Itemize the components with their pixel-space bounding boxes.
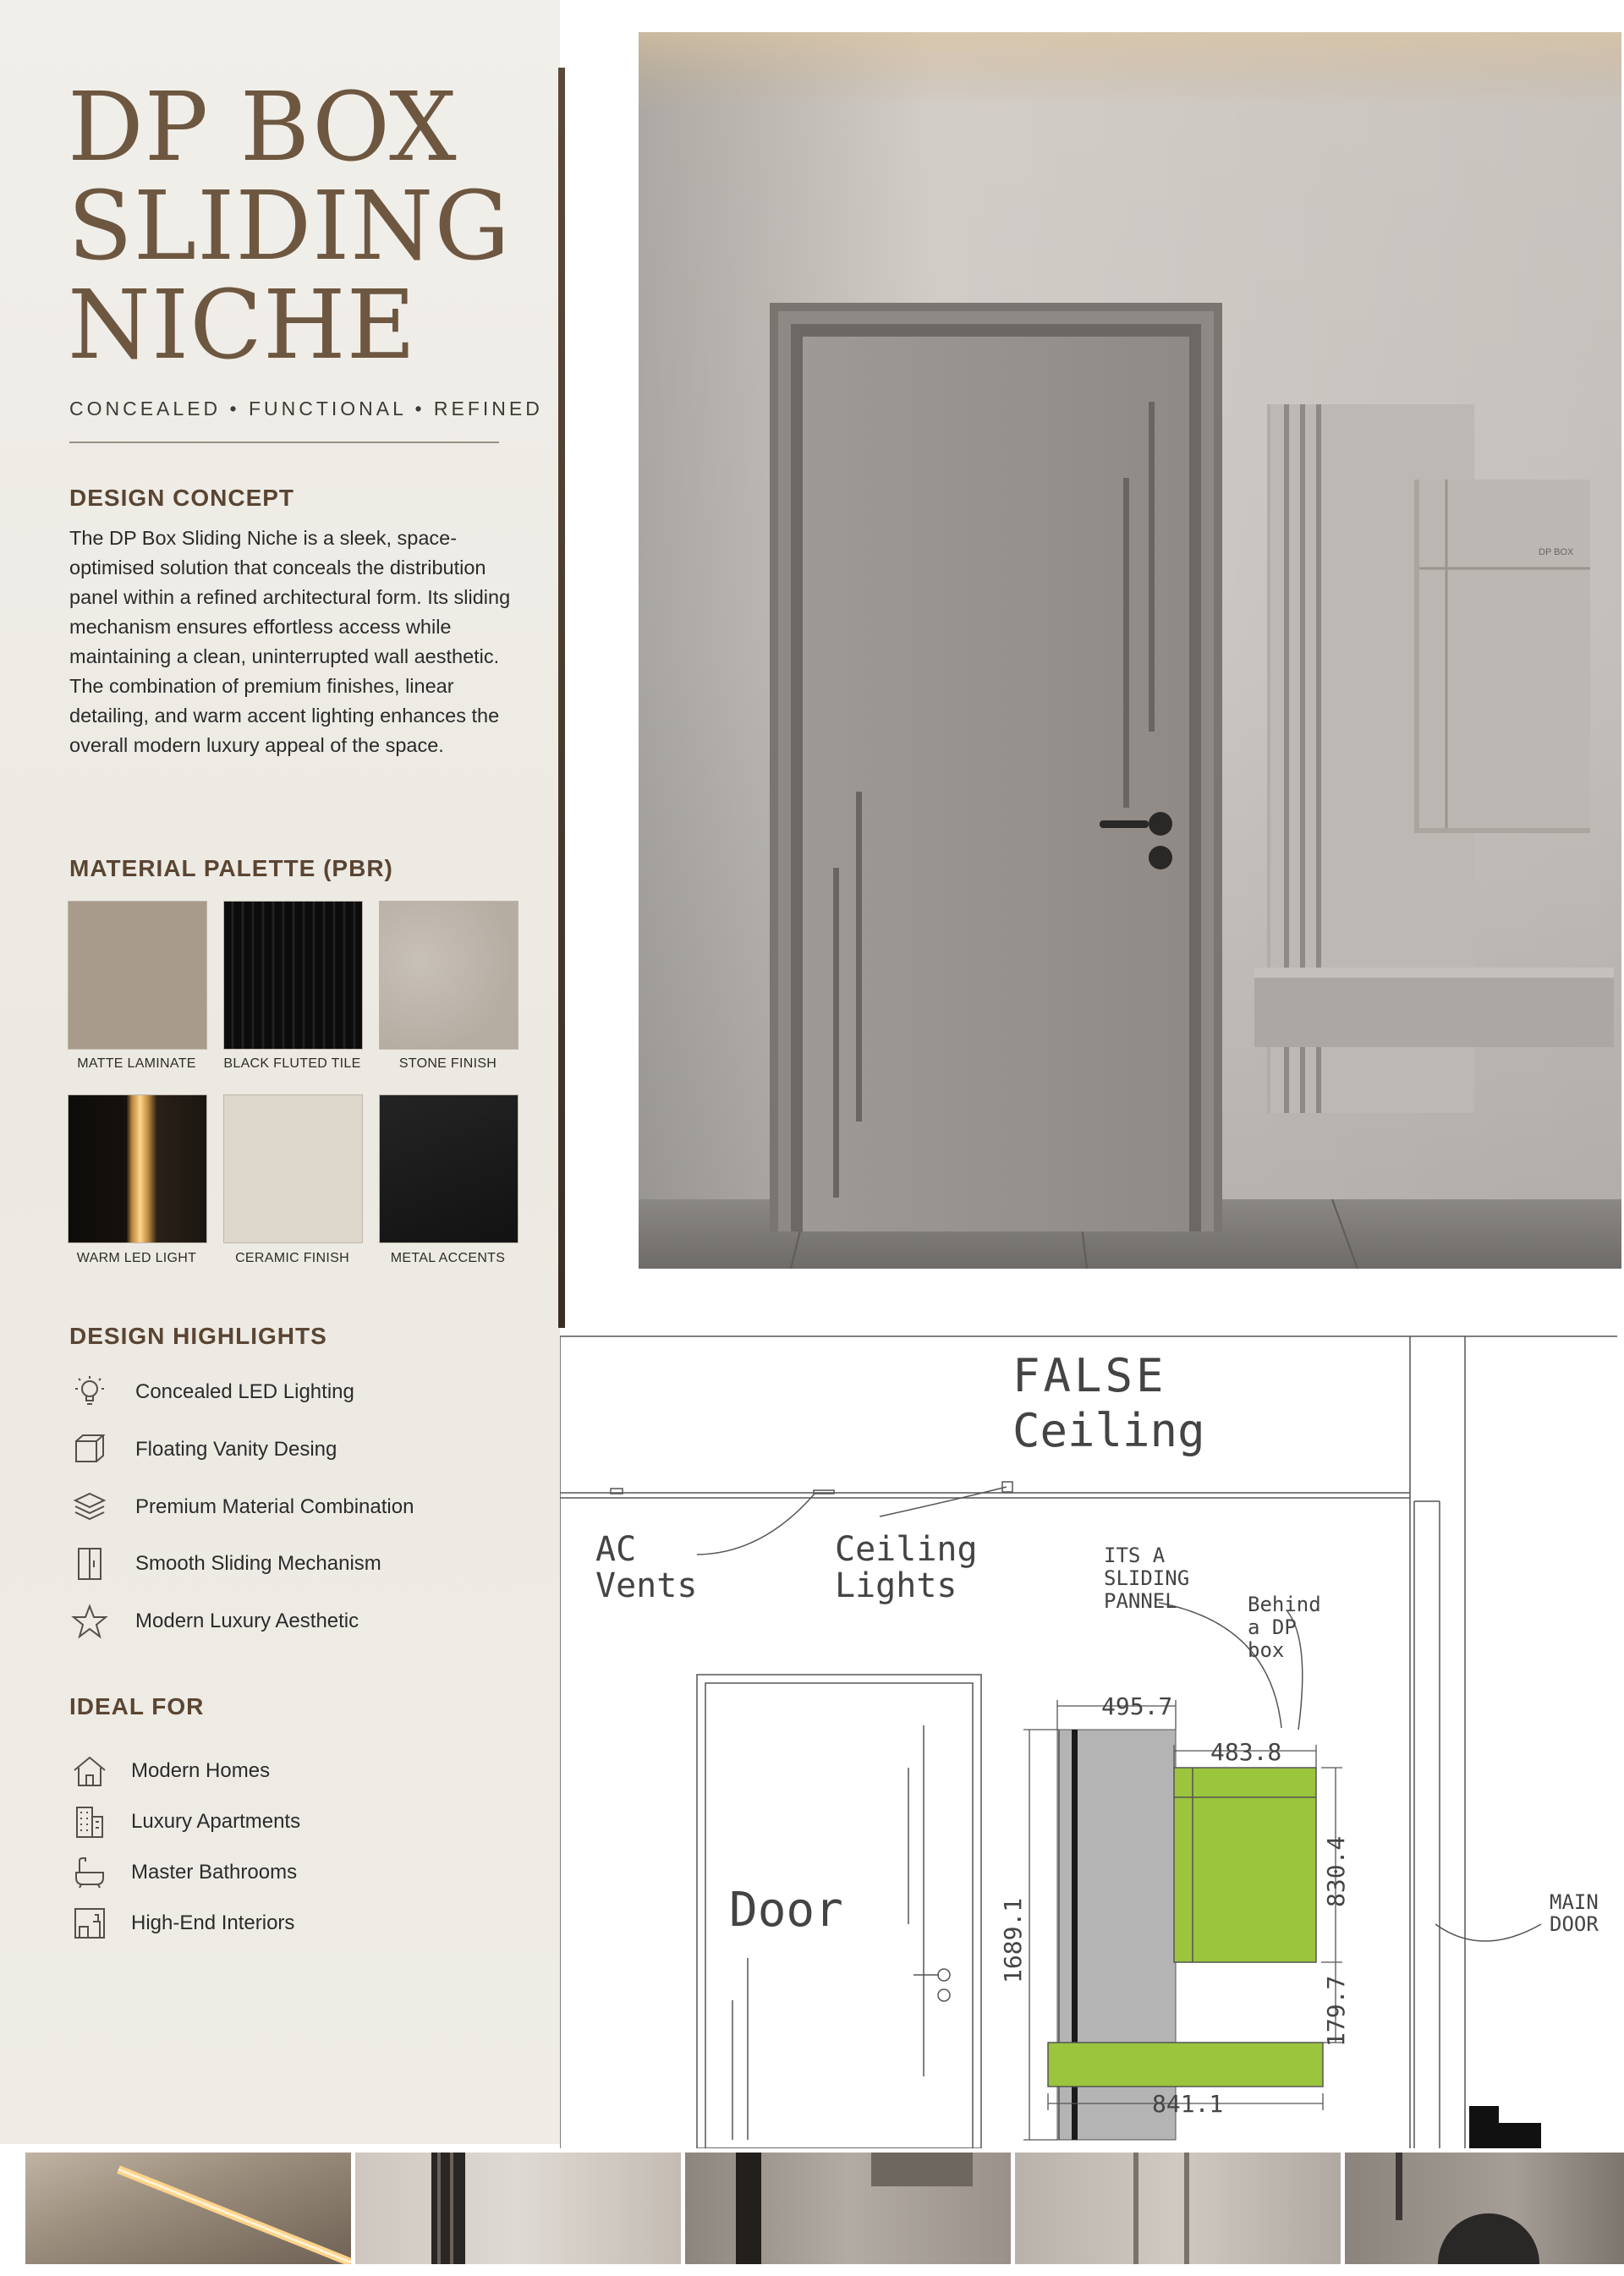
- highlight-label: Concealed LED Lighting: [135, 1380, 354, 1403]
- dimension-height: 1689.1: [999, 1897, 1027, 1983]
- title-line-2: SLIDING: [68, 172, 511, 282]
- tagline: CONCEALED • FUNCTIONAL • REFINED: [69, 398, 543, 420]
- thumbnail-led-strip: [25, 2153, 351, 2264]
- ideal-for-heading: IDEAL FOR: [69, 1693, 205, 1719]
- swatch-black-fluted-tile: [223, 901, 363, 1050]
- highlight-item: [69, 1374, 354, 1411]
- interior-icon: [69, 1905, 110, 1942]
- main-door-label: DOOR: [1550, 1912, 1599, 1936]
- highlight-label: Modern Luxury Aesthetic: [135, 1610, 359, 1632]
- swatch-label: MATTE LAMINATE: [77, 1056, 196, 1071]
- bulb-icon: [69, 1374, 110, 1411]
- highlight-item: [69, 1603, 359, 1640]
- thumbnail-handle: [1345, 2153, 1624, 2264]
- behind-dp-note: box: [1248, 1638, 1285, 1662]
- ceiling-lights-label: Ceiling: [835, 1530, 978, 1569]
- title-line-3: NICHE: [68, 271, 417, 381]
- sliding-door-icon: [69, 1545, 110, 1582]
- false-ceiling-label: Ceiling: [1012, 1404, 1205, 1457]
- ideal-label: High-End Interiors: [131, 1911, 295, 1934]
- behind-dp-note: a DP: [1248, 1615, 1297, 1639]
- dimension-width: 483.8: [1210, 1738, 1282, 1766]
- detail-thumbnail-strip: [25, 2153, 1624, 2271]
- swatch-matte-laminate: [68, 901, 207, 1050]
- thumbnail-panel-edge: [685, 2153, 1011, 2264]
- dimension-width: 495.7: [1101, 1692, 1173, 1720]
- highlight-label: Premium Material Combination: [135, 1495, 414, 1518]
- swatch-label: STONE FINISH: [398, 1056, 497, 1071]
- house-icon: [69, 1752, 110, 1790]
- highlight-item: [69, 1489, 414, 1526]
- highlight-item: [69, 1545, 381, 1582]
- swatch-stone-finish: [379, 901, 518, 1050]
- ideal-label: Modern Homes: [131, 1759, 271, 1782]
- thumbnail-groove-detail: [1015, 2153, 1341, 2264]
- ac-vents-label: Vents: [595, 1566, 698, 1605]
- dimension-width: 841.1: [1152, 2090, 1224, 2118]
- title-divider: [69, 441, 499, 443]
- hero-render-photo: [639, 32, 1621, 1269]
- title-line-1: DP BOX: [68, 73, 458, 183]
- sliding-panel-note: PANNEL: [1104, 1589, 1177, 1613]
- door-label: Door: [729, 1883, 843, 1938]
- elevation-drawing: [560, 1332, 1624, 2148]
- sliding-panel-note: SLIDING: [1104, 1566, 1190, 1590]
- swatch-label: WARM LED LIGHT: [76, 1251, 197, 1265]
- highlight-item: [69, 1431, 337, 1468]
- shelf-shape: [1048, 2043, 1323, 2087]
- design-highlights-heading: DESIGN HIGHLIGHTS: [69, 1323, 327, 1349]
- design-concept-text: The DP Box Sliding Niche is a sleek, space-optimised solution that conceals the distribution panel within a refined architectural form. Its sliding mechanism ensures effortless access while maintaining a clean, uninterrupted wall aesthetic. The combination of premium finishes, linear detailing, and warm accent lighting enhances the overall modern luxury appeal of the space.: [69, 527, 511, 756]
- ideal-item: [69, 1752, 270, 1790]
- design-concept-heading: DESIGN CONCEPT: [69, 485, 295, 511]
- behind-dp-note: Behind: [1248, 1593, 1321, 1616]
- thumbnail-fluted-panel: [355, 2153, 681, 2264]
- swatch-metal-accents: [379, 1094, 518, 1243]
- swatch-ceramic-finish: [223, 1094, 363, 1243]
- swatch-label: CERAMIC FINISH: [235, 1251, 349, 1265]
- dimension-height: 179.7: [1322, 1975, 1350, 2047]
- ideal-item: [69, 1854, 297, 1891]
- false-ceiling-label: FALSE: [1012, 1349, 1167, 1402]
- highlight-label: Floating Vanity Desing: [135, 1438, 337, 1461]
- main-door-label: MAIN: [1550, 1890, 1599, 1914]
- sliding-panel-note: ITS A: [1104, 1544, 1166, 1567]
- accent-stripe: [558, 68, 565, 1328]
- ceiling-lights-label: Lights: [835, 1566, 957, 1605]
- star-icon: [69, 1603, 110, 1640]
- ideal-label: Luxury Apartments: [131, 1810, 301, 1833]
- dimension-height: 830.4: [1322, 1835, 1350, 1907]
- highlight-label: Smooth Sliding Mechanism: [135, 1552, 381, 1575]
- layers-icon: [69, 1489, 110, 1526]
- dp-box-badge: DP BOX: [1539, 547, 1574, 557]
- ideal-item: [69, 1803, 300, 1840]
- swatch-label: METAL ACCENTS: [390, 1251, 506, 1265]
- material-palette-heading: MATERIAL PALETTE (PBR): [69, 855, 393, 881]
- swatch-label: BLACK FLUTED TILE: [223, 1056, 361, 1071]
- bath-icon: [69, 1854, 110, 1891]
- ideal-item: [69, 1905, 294, 1942]
- swatch-warm-led-light: [68, 1094, 207, 1243]
- cube-icon: [69, 1431, 110, 1468]
- ideal-label: Master Bathrooms: [131, 1861, 298, 1884]
- building-icon: [69, 1803, 110, 1840]
- ac-vents-label: AC: [595, 1530, 637, 1569]
- info-panel: [0, 0, 560, 2144]
